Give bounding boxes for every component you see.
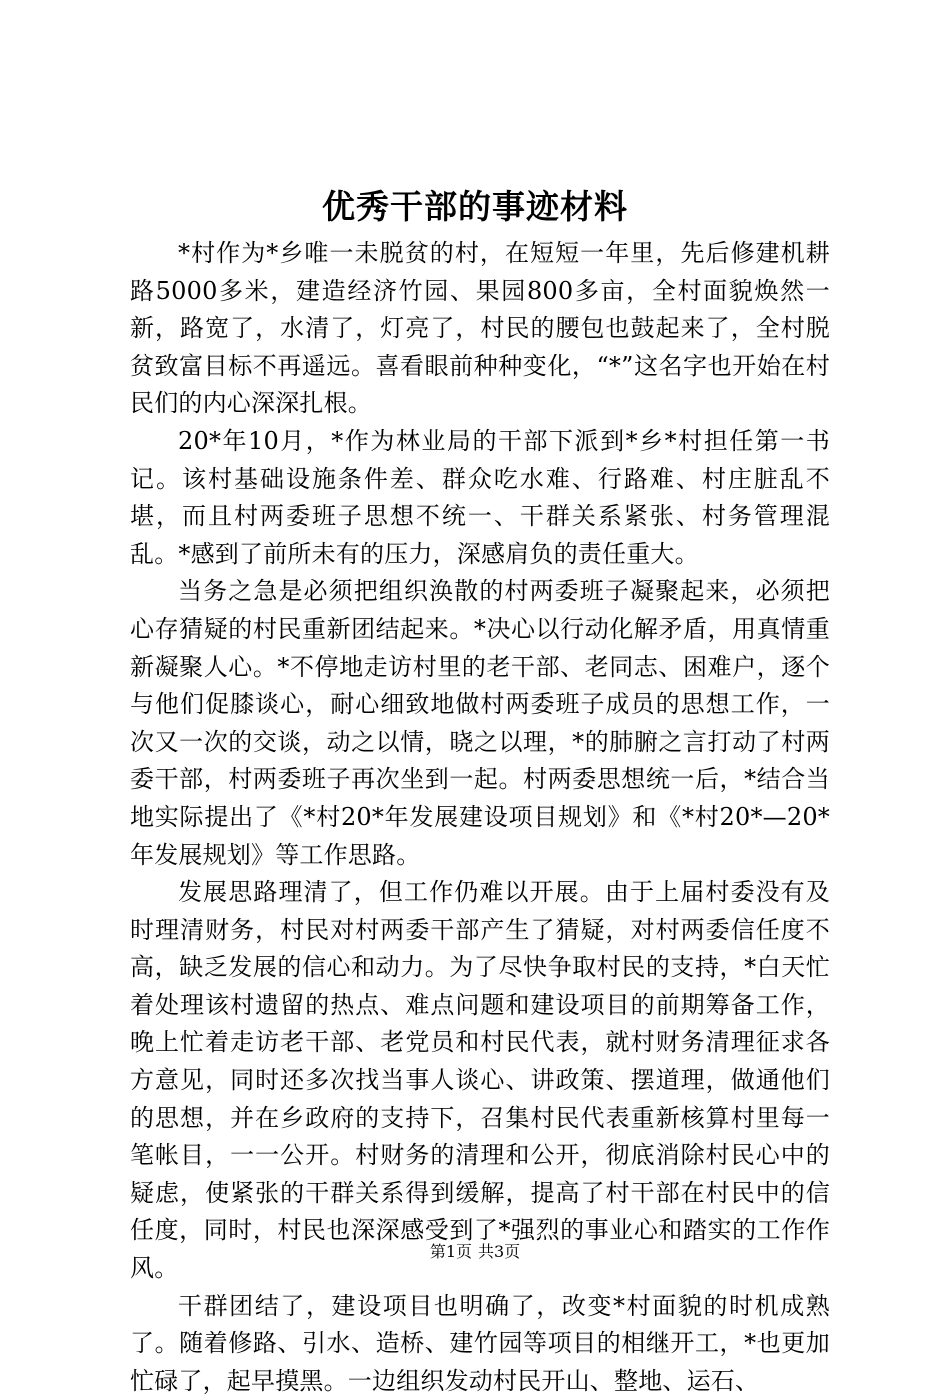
paragraph: 当务之急是必须把组织涣散的村两委班子凝聚起来，必须把心存猜疑的村民重新团结起来。*决心以行动化解矛盾，用真情重新凝聚人心。*不停地走访村里的老干部、老同志、困难户，逐个与他们促膝谈心，耐心细致地做村两委班子成员的思想工作，一次又一次的交谈，动之以情，晓之以理，*的肺腑之言打动了村两委干部，村两委班子再次坐到一起。村两委思想统一后，*结合当地实际提出了《*村20*年发展建设项目规划》和《*村20*—20*年发展规划》等工作思路。 [130, 577, 830, 869]
paragraph: 20*年10月，*作为林业局的干部下派到*乡*村担任第一书记。该村基础设施条件差、群众吃水难、行路难、村庄脏乱不堪，而且村两委班子思想不统一、干群关系紧张、村务管理混乱。*感到了前所未有的压力，深感肩负的责任重大。 [130, 426, 830, 568]
paragraph: *村作为*乡唯一未脱贫的村，在短短一年里，先后修建机耕路5000多米，建造经济竹园、果园800多亩，全村面貌焕然一新，路宽了，水清了，灯亮了，村民的腰包也鼓起来了，全村脱贫致富目标不再遥远。喜看眼前种种变化，“*”这名字也开始在村民们的内心深深扎根。 [130, 239, 830, 418]
paragraph: 发展思路理清了，但工作仍难以开展。由于上届村委没有及时理清财务，村民对村两委干部产生了猜疑，对村两委信任度不高，缺乏发展的信心和动力。为了尽快争取村民的支持，*白天忙着处理该村遗留的热点、难点问题和建设项目的前期筹备工作，晚上忙着走访老干部、老党员和村民代表，就村财务清理征求各方意见，同时还多次找当事人谈心、讲政策、摆道理，做通他们的思想，并在乡政府的支持下，召集村民代表重新核算村里每一笔帐目，一一公开。村财务的清理和公开，彻底消除村民心中的疑虑，使紧张的干群关系得到缓解，提高了村干部在村民中的信任度，同时，村民也深深感受到了*强烈的事业心和踏实的工作作风。 [130, 878, 830, 1283]
page-total: 共3页 [478, 1242, 521, 1261]
page-footer [0, 1240, 950, 1264]
document-body [130, 235, 830, 1400]
paragraph: 干群团结了，建设项目也明确了，改变*村面貌的时机成熟了。随着修路、引水、造桥、建竹园等项目的相继开工，*也更加忙碌了，起早摸黑。一边组织发动村民开山、整地、运石、 [130, 1291, 830, 1395]
document-title: 优秀干部的事迹材料 [322, 187, 628, 226]
page-number: 第1页 [429, 1242, 472, 1261]
